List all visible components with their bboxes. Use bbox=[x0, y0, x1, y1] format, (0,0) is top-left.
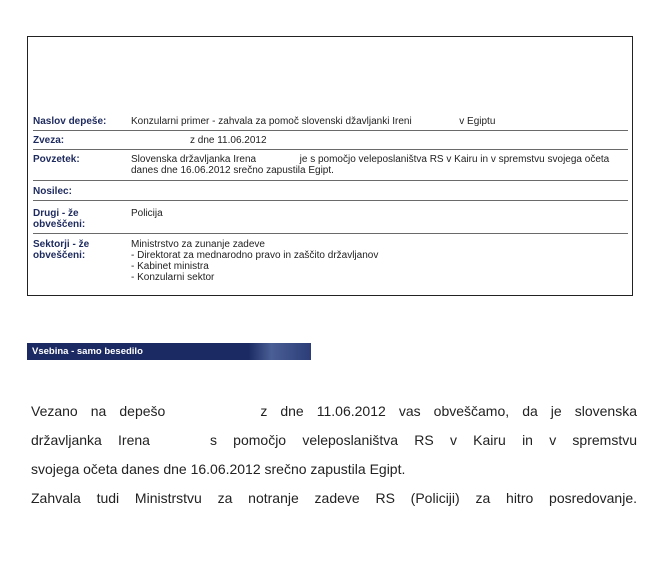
divider bbox=[33, 149, 628, 150]
divider bbox=[33, 130, 628, 131]
label-nosilec: Nosilec: bbox=[33, 186, 72, 197]
label-zveza: Zveza: bbox=[33, 135, 65, 146]
body-line-3: svojega očeta danes dne 16.06.2012 srečno zapustila Egipt. bbox=[31, 461, 406, 477]
sektorji-item: - Kabinet ministra bbox=[131, 261, 209, 272]
value-povzetek bbox=[131, 154, 631, 176]
label-sektorji bbox=[33, 239, 125, 261]
divider bbox=[33, 180, 628, 181]
body-line1-part1: Vezano na depešo bbox=[31, 403, 166, 419]
label-drugi-line2: obveščeni: bbox=[33, 219, 86, 230]
value-sektorji bbox=[131, 239, 631, 283]
label-sektorji-line1: Sektorji - že bbox=[33, 239, 90, 250]
body-line-1 bbox=[31, 398, 637, 424]
povzetek-line1-part2: je s pomočjo veleposlaništva RS v Kairu in v spremstvu svojega očeta bbox=[299, 154, 610, 165]
sektorji-item: - Direktorat za mednarodno pravo in zaščito državljanov bbox=[131, 250, 379, 261]
label-naslov: Naslov depeše: bbox=[33, 116, 107, 127]
value-naslov bbox=[131, 116, 631, 127]
label-sektorji-line2: obveščeni: bbox=[33, 250, 86, 261]
label-drugi bbox=[33, 208, 125, 230]
section-title: Vsebina - samo besedilo bbox=[32, 346, 143, 357]
value-zveza: z dne 11.06.2012 bbox=[190, 135, 267, 146]
body-line2-part1: državljanka Irena bbox=[31, 432, 150, 448]
povzetek-line1-part1: Slovenska državljanka Irena bbox=[131, 154, 257, 165]
value-naslov-part1: Konzularni primer - zahvala za pomoč slovenski džavljanki Ireni bbox=[131, 116, 412, 127]
value-drugi: Policija bbox=[131, 208, 163, 219]
body-line2-part2: s pomočjo veleposlaništva RS v Kairu in v spremstvu bbox=[209, 432, 637, 448]
label-povzetek: Povzetek: bbox=[33, 154, 80, 165]
body-line1-part2: z dne 11.06.2012 vas obveščamo, da je slovenska bbox=[260, 403, 638, 419]
sektorji-item: Ministrstvo za zunanje zadeve bbox=[131, 239, 265, 250]
section-bar bbox=[27, 343, 311, 360]
sektorji-item: - Konzularni sektor bbox=[131, 272, 215, 283]
povzetek-line2: danes dne 16.06.2012 srečno zapustila Egipt. bbox=[131, 165, 334, 176]
value-naslov-part2: v Egiptu bbox=[459, 116, 496, 127]
divider bbox=[33, 233, 628, 234]
label-drugi-line1: Drugi - že bbox=[33, 208, 79, 219]
body-line-2 bbox=[31, 427, 637, 453]
divider bbox=[33, 200, 628, 201]
body-line-4: Zahvala tudi Ministrstvu za notranje zadeve RS (Policiji) za hitro posredovanje. bbox=[31, 490, 637, 506]
